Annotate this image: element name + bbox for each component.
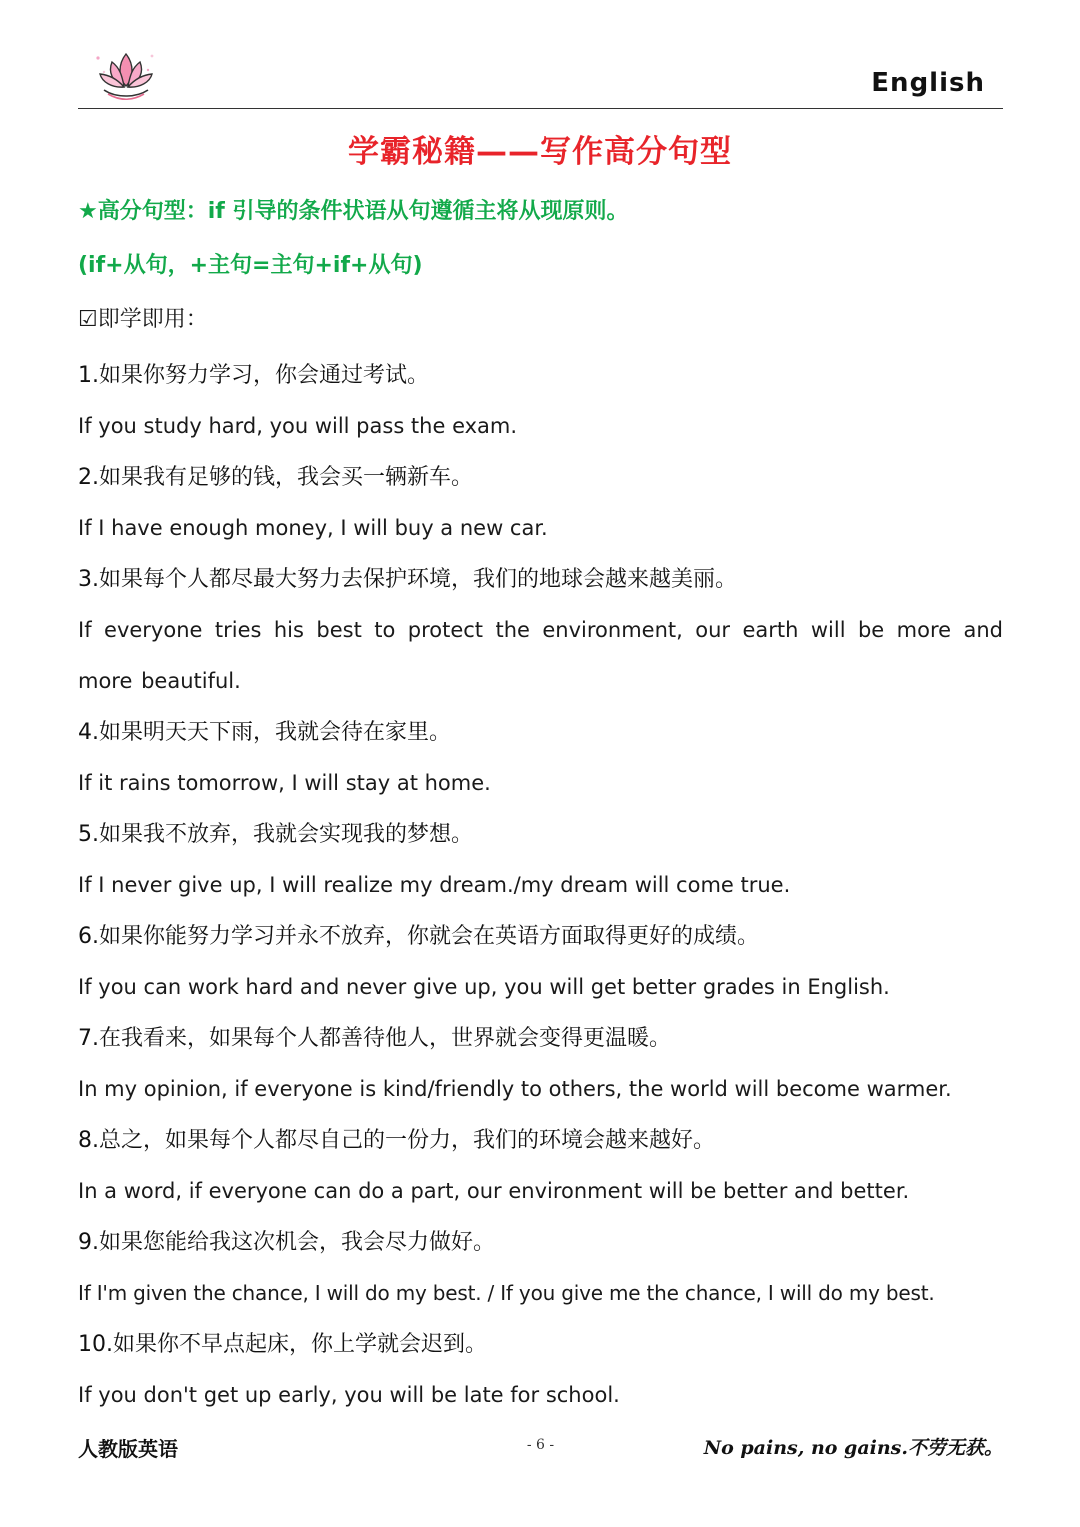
english-sentence: If you don't get up early, you will be late for school.: [78, 1383, 620, 1407]
practice-heading: ☑即学即用：: [78, 307, 208, 332]
english-sentence: If you can work hard and never give up, you will get better grades in English.: [78, 975, 890, 999]
english-sentence: If I never give up, I will realize my dream./my dream will come true.: [78, 873, 791, 897]
page-header: [78, 40, 1003, 109]
chinese-sentence: 9.如果您能给我这次机会，我会尽力做好。: [78, 1230, 495, 1255]
footer-edition: 人教版英语: [78, 1437, 178, 1461]
page-footer: [78, 1433, 1003, 1463]
list-item: [78, 350, 1003, 452]
list-item: [78, 1013, 1003, 1115]
rule-statement: ★高分句型：if 引导的条件状语从句遵循主将从现原则。: [78, 199, 629, 224]
chinese-sentence: 3.如果每个人都尽最大努力去保护环境，我们的地球会越来越美丽。: [78, 567, 737, 592]
english-sentence: In a word, if everyone can do a part, our environment will be better and better.: [78, 1179, 910, 1203]
english-sentence: If it rains tomorrow, I will stay at home.: [78, 771, 491, 795]
english-sentence: If I'm given the chance, I will do my best. / If you give me the chance, I will do my best.: [78, 1281, 935, 1305]
chinese-sentence: 1.如果你努力学习，你会通过考试。: [78, 363, 429, 388]
english-sentence: If you study hard, you will pass the exam.: [78, 414, 518, 438]
page-number: - 6 -: [526, 1437, 555, 1453]
sentence-list: [78, 350, 1003, 1421]
footer-motto: No pains, no gains.不劳无获。: [703, 1437, 1003, 1459]
english-sentence: If I have enough money, I will buy a new car.: [78, 516, 548, 540]
english-sentence: If everyone tries his best to protect the environment, our earth will be more and more beautiful.: [78, 618, 1003, 693]
header-label: English: [871, 68, 985, 98]
chinese-sentence: 2.如果我有足够的钱，我会买一辆新车。: [78, 465, 473, 490]
list-item: [78, 554, 1003, 707]
list-item: [78, 809, 1003, 911]
list-item: [78, 1217, 1003, 1319]
chinese-sentence: 4.如果明天天下雨，我就会待在家里。: [78, 720, 451, 745]
list-item: [78, 1115, 1003, 1217]
list-item: [78, 911, 1003, 1013]
list-item: [78, 707, 1003, 809]
chinese-sentence: 6.如果你能努力学习并永不放弃，你就会在英语方面取得更好的成绩。: [78, 924, 759, 949]
chinese-sentence: 7.在我看来，如果每个人都善待他人，世界就会变得更温暖。: [78, 1026, 671, 1051]
english-sentence: In my opinion, if everyone is kind/friendly to others, the world will become warmer.: [78, 1077, 952, 1101]
chinese-sentence: 10.如果你不早点起床，你上学就会迟到。: [78, 1332, 487, 1357]
lotus-icon: [90, 48, 162, 104]
chinese-sentence: 5.如果我不放弃，我就会实现我的梦想。: [78, 822, 473, 847]
page-title: 学霸秘籍——写作高分句型: [348, 134, 732, 170]
list-item: [78, 1319, 1003, 1421]
rule-formula: (if+从句，+主句=主句+if+从句): [78, 253, 423, 278]
list-item: [78, 452, 1003, 554]
chinese-sentence: 8.总之，如果每个人都尽自己的一份力，我们的环境会越来越好。: [78, 1128, 715, 1153]
